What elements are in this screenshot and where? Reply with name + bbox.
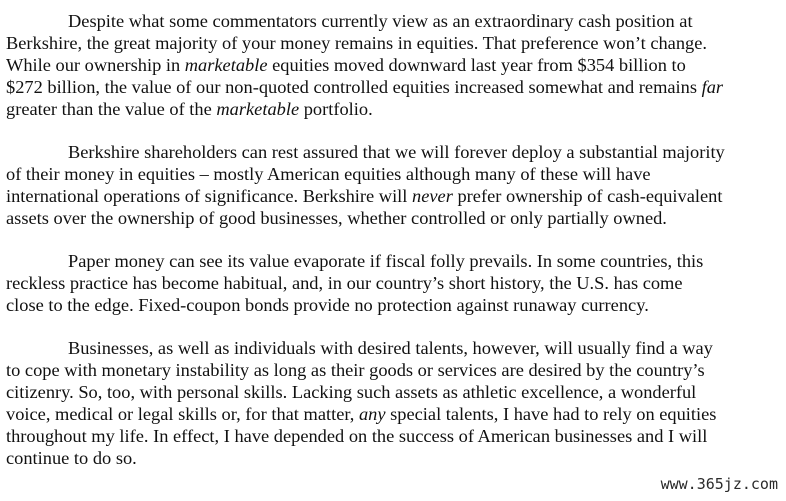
paragraph-line	[6, 185, 782, 207]
paragraph-line	[6, 98, 782, 120]
paragraph-line: Businesses, as well as individuals with desired talents, however, will usually find a way	[68, 338, 713, 358]
document-body	[6, 10, 782, 490]
paragraph-line: assets over the ownership of good businesses, whether controlled or only partially owned.	[6, 208, 667, 228]
paragraph-line: close to the edge. Fixed-coupon bonds provide no protection against runaway currency.	[6, 295, 649, 315]
emphasis-text: marketable	[184, 55, 268, 75]
emphasis-text: never	[412, 186, 453, 206]
paragraph-1	[6, 10, 782, 120]
paragraph-line: throughout my life. In effect, I have depended on the success of American businesses and I will	[6, 426, 708, 446]
text-run: greater than the value of the	[6, 99, 217, 119]
text-run: voice, medical or legal skills or, for that matter,	[6, 404, 359, 424]
paragraph-line	[6, 54, 782, 76]
paragraph-3	[6, 250, 782, 316]
site-watermark: www.365jz.com	[660, 475, 778, 493]
text-run: prefer ownership of cash-equivalent	[452, 186, 723, 206]
text-run: international operations of significance. Berkshire will	[6, 186, 413, 206]
emphasis-text: far	[701, 77, 724, 97]
text-run: While our ownership in	[6, 55, 185, 75]
paragraph-line: Despite what some commentators currently view as an extraordinary cash position at	[68, 11, 693, 31]
paragraph-line: continue to do so.	[6, 448, 137, 468]
paragraph-line: Berkshire shareholders can rest assured that we will forever deploy a substantial majority	[68, 142, 725, 162]
text-run: equities moved downward last year from $354 billion to	[267, 55, 686, 75]
paragraph-line	[6, 76, 782, 98]
text-run: portfolio.	[299, 99, 373, 119]
paragraph-line: reckless practice has become habitual, and, in our country’s short history, the U.S. has come	[6, 273, 683, 293]
text-run: $272 billion, the value of our non-quoted controlled equities increased somewhat and remains	[6, 77, 702, 97]
text-run: special talents, I have had to rely on equities	[385, 404, 717, 424]
emphasis-text: marketable	[216, 99, 300, 119]
paragraph-line: Berkshire, the great majority of your money remains in equities. That preference won’t change.	[6, 33, 707, 53]
emphasis-text: any	[358, 404, 386, 424]
paragraph-line: Paper money can see its value evaporate if fiscal folly prevails. In some countries, this	[68, 251, 704, 271]
paragraph-line	[6, 403, 782, 425]
paragraph-line: to cope with monetary instability as long as their goods or services are desired by the country’s	[6, 360, 705, 380]
paragraph-4	[6, 337, 782, 469]
paragraph-line: of their money in equities – mostly American equities although many of these will have	[6, 164, 651, 184]
paragraph-2	[6, 141, 782, 229]
paragraph-line: citizenry. So, too, with personal skills. Lacking such assets as athletic excellence, a wonderful	[6, 382, 697, 402]
